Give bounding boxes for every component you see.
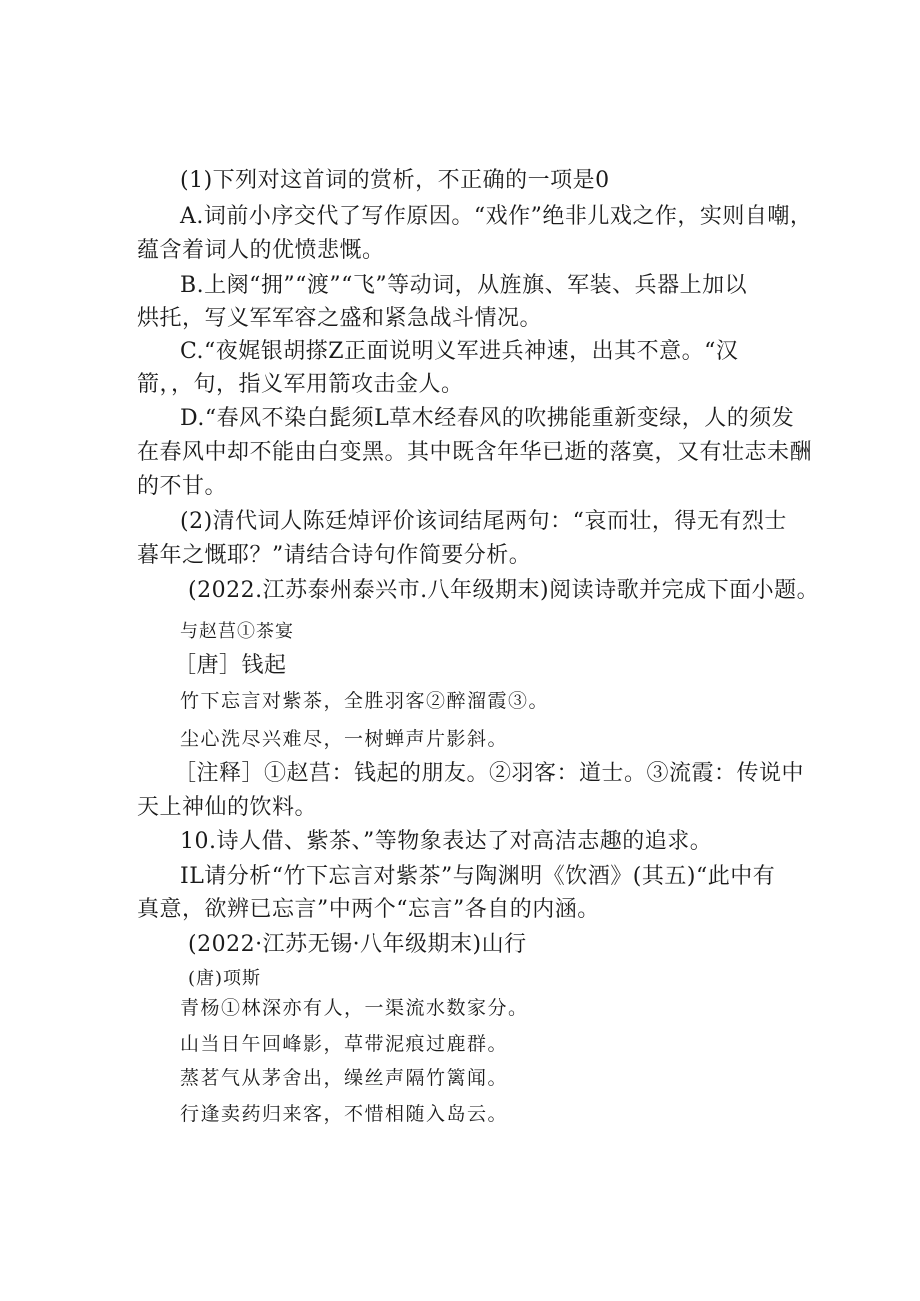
note-line-1: ［注释］①赵莒：钱起的朋友。②羽客：道士。③流霞：传说中 <box>174 761 805 786</box>
q1-stem: (1)下列对这首词的赏析，不正确的一项是0 <box>180 168 610 193</box>
poem-line-1: 竹下忘言对紫茶，全胜羽客②醉溜霞③。 <box>180 690 550 712</box>
option-a-line-1: A.词前小序交代了写作原因。“戏作”绝非儿戏之作，实则自嘲， <box>180 204 813 229</box>
shanxing-line-1: 青杨①林深亦有人，一渠流水数家分。 <box>180 997 529 1019</box>
option-b-line-1: B.上阕“拥”“渡”“飞”等动词，从旌旗、军装、兵器上加以 <box>180 273 748 298</box>
q11-line-2: 真意，欲辨已忘言”中两个“忘言”各自的内涵。 <box>137 897 600 922</box>
q11-line-1: IL请分析“竹下忘言对紫茶”与陶渊明《饮酒》(其五)“此中有 <box>180 864 776 889</box>
poem-line-2: 尘心洗尽兴难尽，一树蝉声片影斜。 <box>180 728 509 750</box>
note-line-2: 天上神仙的饮料。 <box>137 795 318 820</box>
option-d-line-2: 在春风中却不能由白变黑。其中既含年华已逝的落寞，又有壮志未酬 <box>137 440 813 465</box>
section2-source: (2022.江苏泰州泰兴市.八年级期末)阅读诗歌并完成下面小题。 <box>188 578 820 603</box>
shanxing-line-2: 山当日午回峰影，草带泥痕过鹿群。 <box>180 1033 509 1055</box>
section3-author: (唐)项斯 <box>188 968 262 989</box>
option-a-line-2: 蕴含着词人的优愤悲慨。 <box>137 238 385 263</box>
option-d-line-3: 的不甘。 <box>137 474 228 499</box>
option-b-line-2: 烘托，写义军军容之盛和紧急战斗情况。 <box>137 306 543 331</box>
section3-source: (2022·江苏无锡·八年级期末)山行 <box>188 932 527 957</box>
shanxing-line-3: 蒸茗气从茅舍出，缲丝声隔竹篱闻。 <box>180 1067 509 1089</box>
poem-author: ［唐］钱起 <box>174 653 287 678</box>
option-d-line-1: D.“春风不染白髭须L草木经春风的吹拂能重新变绿，人的须发 <box>180 406 795 431</box>
poem-title: 与赵莒①茶宴 <box>180 621 294 642</box>
q2-line-2: 暮年之慨耶？”请结合诗句作简要分析。 <box>137 543 532 568</box>
option-c-line-1: C.“夜娓银胡搽Z正面说明义军进兵神速，出其不意。“汉 <box>180 339 739 364</box>
shanxing-line-4: 行逢卖药归来客，不惜相随入岛云。 <box>180 1103 509 1125</box>
q2-line-1: (2)清代词人陈廷焯评价该词结尾两句：“哀而壮，得无有烈士 <box>180 509 787 534</box>
option-c-line-2: 箭，，句，指义军用箭攻击金人。 <box>137 372 464 397</box>
q10: 10.诗人借、紫茶、”等物象表达了对高洁志趣的追求。 <box>180 829 713 854</box>
